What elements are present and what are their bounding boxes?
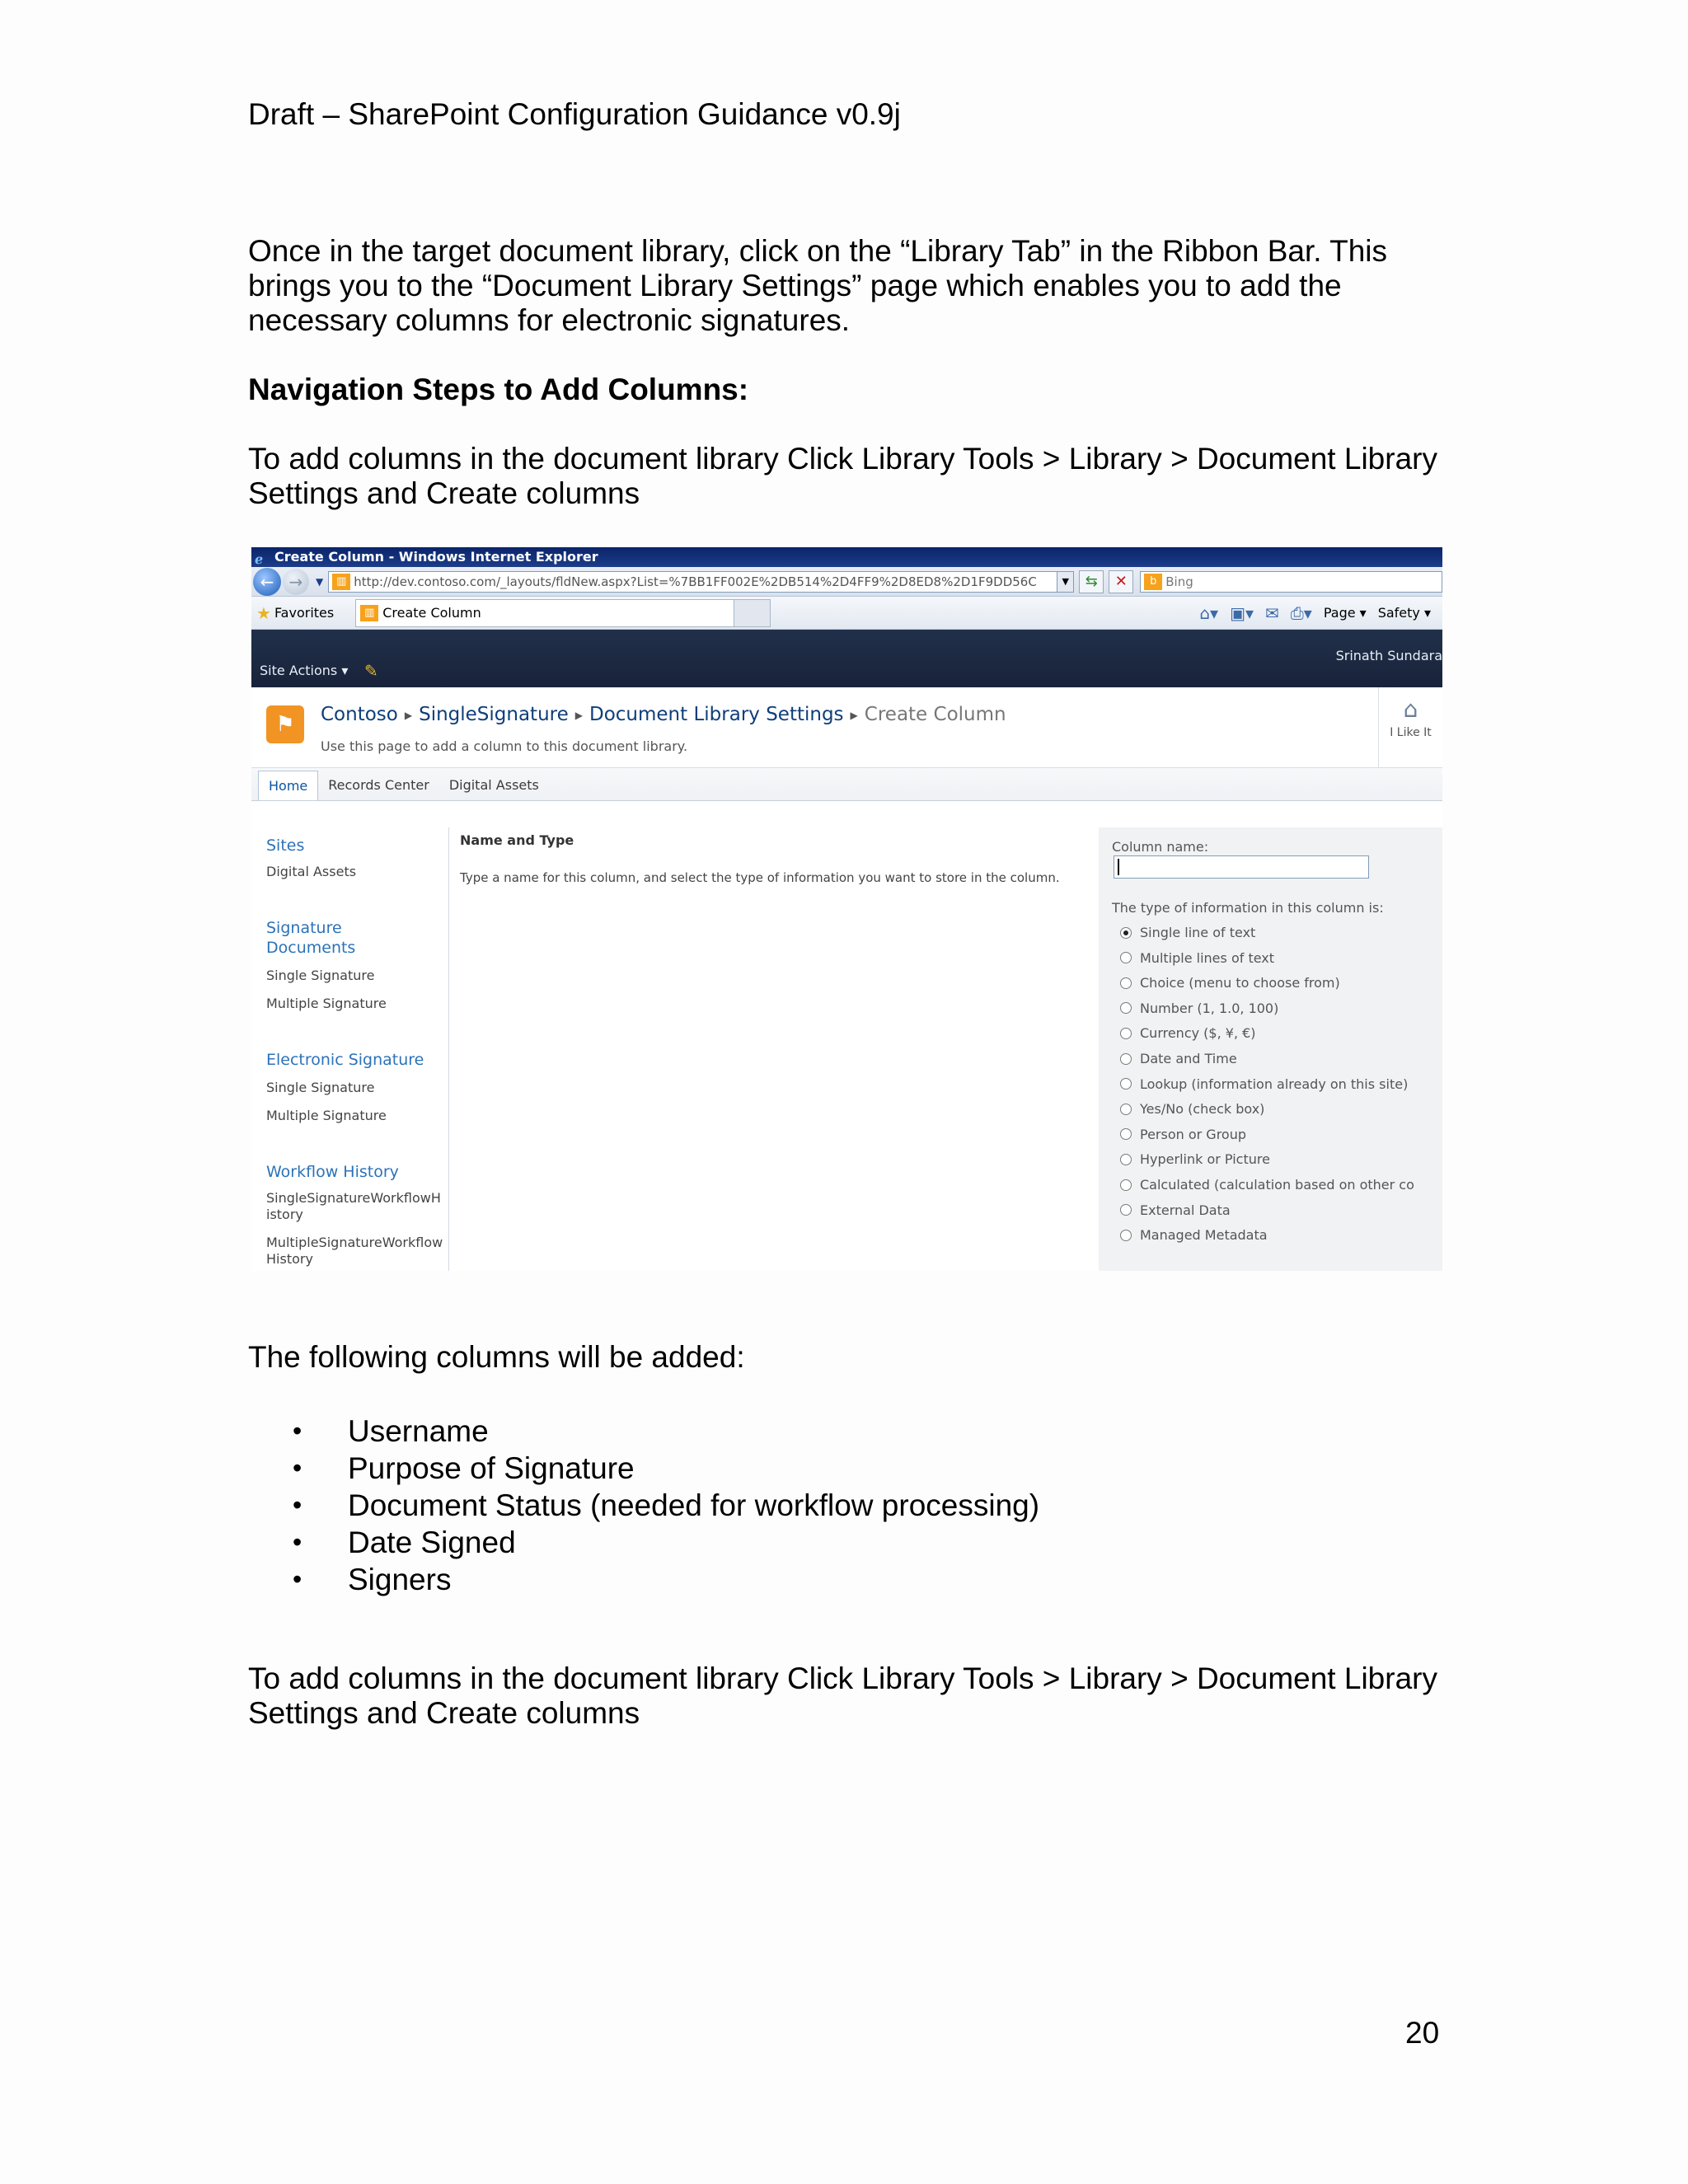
bullet-icon: •	[293, 1564, 302, 1594]
ql-multiple-signature[interactable]: Multiple Signature	[266, 996, 387, 1011]
radio-button[interactable]	[1120, 1204, 1132, 1216]
ql-electronic-signature-heading[interactable]: Electronic Signature	[266, 1051, 424, 1069]
site-actions-menu[interactable]: Site Actions ▾	[260, 663, 349, 678]
refresh-icon[interactable]: ⇆	[1079, 570, 1104, 593]
content-area	[251, 827, 1442, 1271]
top-nav	[251, 768, 1442, 801]
steps-paragraph: To add columns in the document library Click Library Tools > Library > Document Library Settings and Create columns	[248, 442, 1437, 510]
column-type-option[interactable]	[1120, 1076, 1408, 1092]
list-item: • Username	[293, 1414, 489, 1448]
list-item: • Date Signed	[293, 1526, 516, 1559]
column-type-option[interactable]	[1120, 1101, 1264, 1117]
column-type-option[interactable]	[1120, 1227, 1268, 1243]
command-bar	[1199, 603, 1431, 623]
column-type-option[interactable]	[1120, 975, 1340, 991]
breadcrumb-singlesignature[interactable]: SingleSignature	[419, 704, 569, 725]
breadcrumb-separator-icon: ▶	[404, 709, 413, 721]
bullet-icon: •	[293, 1527, 302, 1557]
list-item: • Document Status (needed for workflow processing)	[293, 1488, 1040, 1522]
radio-label: Single line of text	[1140, 925, 1256, 940]
edit-page-icon[interactable]: ✎	[364, 661, 378, 681]
page-header	[251, 687, 1442, 768]
breadcrumb-contoso[interactable]: Contoso	[321, 704, 398, 725]
radio-button[interactable]	[1120, 1154, 1132, 1165]
radio-button[interactable]	[1120, 1230, 1132, 1241]
column-type-option[interactable]	[1120, 1177, 1414, 1193]
tab-label: Create Column	[382, 605, 481, 621]
ql-single-signature[interactable]: Single Signature	[266, 968, 375, 983]
list-item: • Purpose of Signature	[293, 1451, 635, 1485]
address-bar-row	[251, 567, 1442, 597]
column-type-option[interactable]	[1120, 1051, 1237, 1066]
sharepoint-top-bar	[251, 630, 1442, 687]
radio-button[interactable]	[1120, 1104, 1132, 1115]
bullet-icon: •	[293, 1453, 302, 1483]
search-input[interactable]	[1140, 571, 1442, 593]
column-type-option[interactable]	[1120, 950, 1274, 966]
list-item: • Signers	[293, 1563, 452, 1596]
window-title: Create Column - Windows Internet Explorer	[274, 549, 598, 565]
ql-signature-documents-heading[interactable]: Signature Documents	[266, 919, 356, 957]
bullet-icon: •	[293, 1490, 302, 1520]
i-like-it-label: I Like It	[1390, 726, 1432, 739]
column-type-option[interactable]	[1120, 1001, 1278, 1016]
site-logo-icon[interactable]: ⚑	[266, 705, 304, 743]
radio-button[interactable]	[1120, 1002, 1132, 1014]
nav-records-center[interactable]: Records Center	[328, 777, 429, 793]
columns-intro: The following columns will be added:	[248, 1340, 745, 1374]
breadcrumb-separator-icon: ▶	[850, 709, 858, 721]
favorites-button[interactable]: Favorites	[274, 605, 335, 621]
radio-button[interactable]	[1120, 1179, 1132, 1191]
breadcrumb	[321, 704, 1006, 725]
favorites-bar	[251, 597, 1442, 630]
radio-label: Yes/No (check box)	[1140, 1101, 1265, 1118]
ql-esig-multiple-signature[interactable]: Multiple Signature	[266, 1108, 387, 1123]
breadcrumb-separator-icon: ▶	[574, 709, 583, 721]
page-number: 20	[1405, 2016, 1440, 2050]
home-icon[interactable]: ⌂▾	[1199, 602, 1219, 623]
radio-button[interactable]	[1120, 952, 1132, 963]
column-name-input[interactable]	[1114, 855, 1369, 879]
address-url: http://dev.contoso.com/_layouts/fldNew.aspx?List=%7BB1FF002E%2DB514%2D4FF9%2D8ED8%2D1F9DD56C	[354, 574, 1037, 589]
back-icon[interactable]: ←	[253, 568, 281, 596]
ql-multiple-wf-history[interactable]: MultipleSignatureWorkflowHistory	[266, 1235, 443, 1267]
quick-launch	[251, 827, 449, 1271]
radio-label: Person or Group	[1140, 1126, 1247, 1142]
radio-label: Lookup (information already on this site)	[1140, 1076, 1409, 1092]
radio-button[interactable]	[1120, 927, 1132, 939]
forward-icon[interactable]: →	[283, 569, 309, 595]
type-label: The type of information in this column is:	[1112, 900, 1384, 916]
safety-menu[interactable]: Safety ▾	[1377, 605, 1431, 621]
ql-workflow-history-heading[interactable]: Workflow History	[266, 1163, 399, 1181]
steps-heading: Navigation Steps to Add Columns:	[248, 373, 749, 406]
search-placeholder: Bing	[1165, 574, 1193, 589]
stop-icon[interactable]: ✕	[1109, 570, 1133, 593]
ql-single-wf-history[interactable]: SingleSignatureWorkflowHistory	[266, 1190, 441, 1222]
column-type-option[interactable]	[1120, 1202, 1231, 1218]
radio-button[interactable]	[1120, 1078, 1132, 1090]
columns-list	[293, 1413, 1039, 1598]
radio-label: Choice (menu to choose from)	[1140, 975, 1340, 991]
mail-icon[interactable]: ✉	[1265, 602, 1279, 623]
breadcrumb-library-settings[interactable]: Document Library Settings	[589, 704, 844, 725]
radio-label: Multiple lines of text	[1140, 949, 1275, 966]
document-header: Draft – SharePoint Configuration Guidance v0.9j	[248, 97, 901, 131]
page-menu[interactable]: Page ▾	[1323, 605, 1367, 621]
sharepoint-favicon-icon: ▥	[332, 574, 350, 590]
radio-label: Hyperlink or Picture	[1140, 1151, 1270, 1168]
browser-tab[interactable]	[355, 599, 734, 627]
ql-digital-assets[interactable]: Digital Assets	[266, 864, 357, 879]
address-dropdown-icon[interactable]: ▼	[1057, 572, 1073, 592]
radio-button[interactable]	[1120, 1053, 1132, 1065]
radio-label: Currency ($, ¥, €)	[1140, 1025, 1256, 1042]
column-type-option[interactable]	[1120, 1025, 1256, 1041]
user-name[interactable]: Srinath Sundara	[1335, 648, 1442, 663]
radio-label: Date and Time	[1140, 1051, 1237, 1066]
feeds-icon[interactable]: ▣▾	[1230, 602, 1254, 623]
bullet-icon: •	[293, 1416, 302, 1446]
section-description: Type a name for this column, and select the type of information you want to store in the column.	[460, 870, 1060, 885]
radio-label: External Data	[1140, 1202, 1231, 1218]
steps-paragraph-repeat: To add columns in the document library Click Library Tools > Library > Document Library Settings and Create columns	[248, 1661, 1437, 1730]
radio-button[interactable]	[1120, 977, 1132, 989]
i-like-it-button[interactable]	[1378, 687, 1442, 768]
ql-esig-single-signature[interactable]: Single Signature	[266, 1080, 375, 1095]
form-section-fields	[1099, 827, 1442, 1271]
nav-home[interactable]: Home	[258, 771, 318, 800]
ie-logo-icon: ℯ	[255, 551, 264, 567]
intro-paragraph: Once in the target document library, click on the “Library Tab” in the Ribbon Bar. This brings you to the “Document Library Settings” page which enables you to add the necessary columns for electronic signatures.	[248, 234, 1388, 337]
favorites-star-icon[interactable]: ★	[256, 602, 271, 623]
radio-label: Number (1, 1.0, 100)	[1140, 1000, 1279, 1016]
print-icon[interactable]: ⎙▾	[1290, 602, 1312, 623]
bing-icon: b	[1144, 574, 1162, 590]
ql-sites-heading[interactable]: Sites	[266, 837, 305, 855]
new-tab-button[interactable]	[734, 599, 771, 627]
breadcrumb-create-column: Create Column	[864, 704, 1006, 725]
column-type-option[interactable]	[1120, 1151, 1270, 1167]
history-dropdown-icon[interactable]: ▼	[316, 575, 324, 588]
radio-button[interactable]	[1120, 1028, 1132, 1039]
radio-label: Calculated (calculation based on other co	[1140, 1177, 1414, 1193]
column-type-option[interactable]	[1120, 925, 1255, 940]
tag-icon: ⌂	[1403, 696, 1418, 723]
section-title: Name and Type	[460, 832, 574, 848]
embedded-screenshot	[251, 547, 1442, 1271]
nav-digital-assets[interactable]: Digital Assets	[448, 777, 539, 793]
tab-favicon-icon: ▥	[360, 605, 378, 621]
text-caret	[1118, 859, 1119, 875]
radio-label: Managed Metadata	[1140, 1227, 1268, 1244]
form-section-description	[450, 827, 1098, 1271]
column-type-option[interactable]	[1120, 1127, 1246, 1142]
ie-title-bar	[251, 547, 1442, 567]
radio-button[interactable]	[1120, 1128, 1132, 1140]
page-description: Use this page to add a column to this document library.	[321, 738, 688, 754]
column-name-label: Column name:	[1112, 839, 1209, 855]
address-input[interactable]	[328, 571, 1074, 593]
